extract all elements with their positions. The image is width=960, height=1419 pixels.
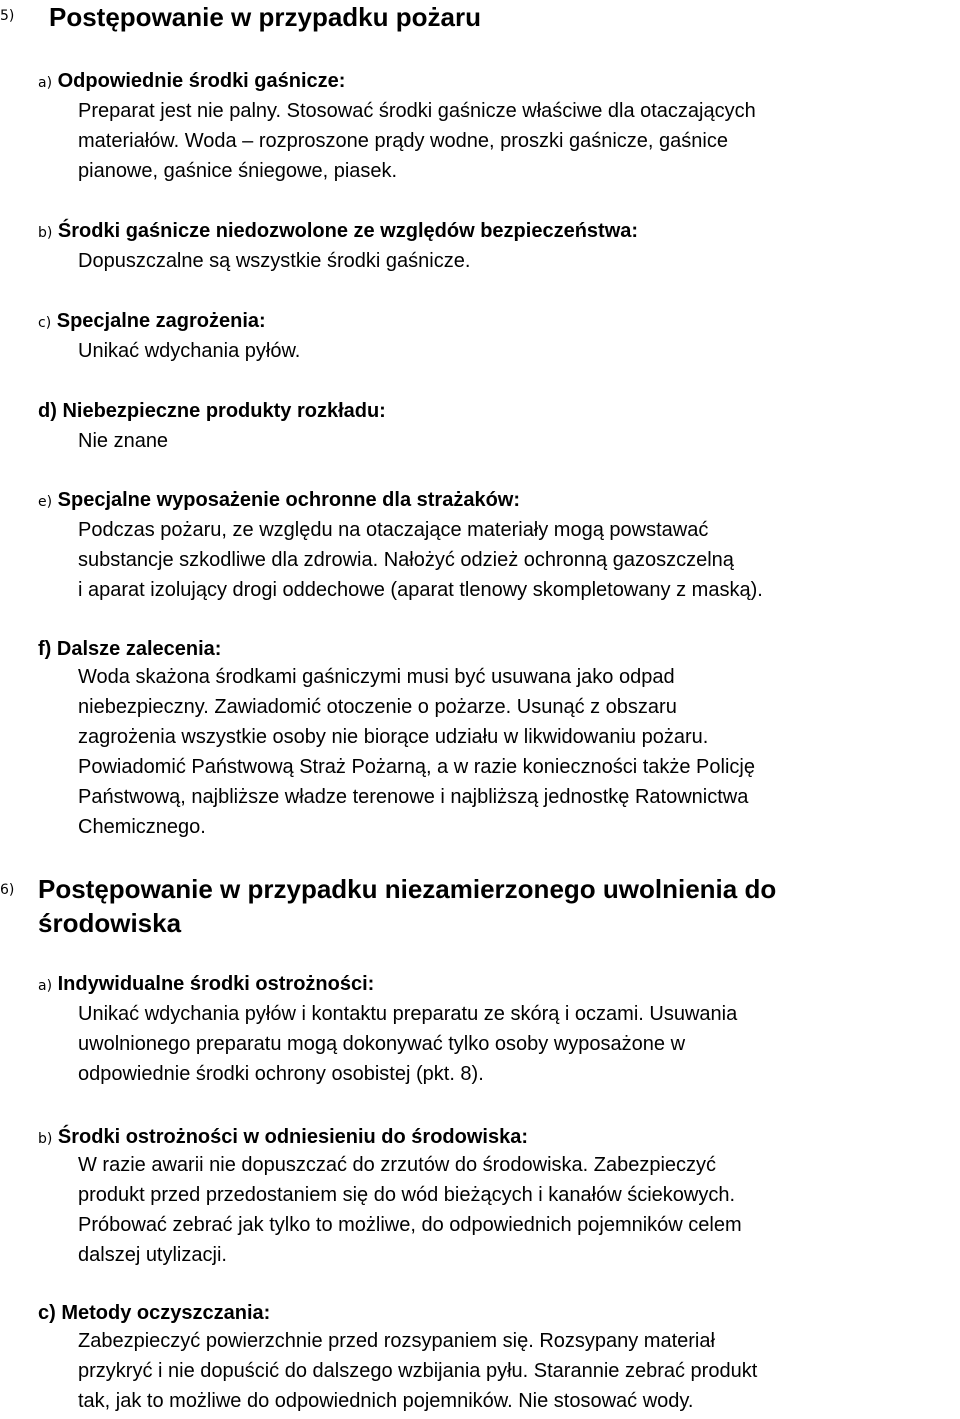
body-line: produkt przed przedostaniem się do wód bieżących i kanałów ściekowych.	[78, 1184, 736, 1206]
body-line: Powiadomić Państwową Straż Pożarną, a w razie konieczności także Policję	[78, 756, 755, 778]
body-line: Zabezpieczyć powierzchnie przed rozsypaniem się. Rozsypany materiał	[78, 1330, 715, 1352]
subsection-letter: e)	[38, 494, 53, 510]
subsection-title: Środki ostrożności w odniesieniu do środowiska:	[57, 1126, 528, 1148]
body-line: Państwową, najbliższe władze terenowe i najbliższą jednostkę Ratownictwa	[78, 786, 749, 808]
subsection-body	[78, 426, 168, 456]
subsection-heading	[38, 969, 374, 1001]
section-title-line: środowiska	[38, 908, 182, 938]
body-line: Unikać wdychania pyłów i kontaktu preparatu ze skórą i oczami. Usuwania	[78, 1003, 738, 1025]
body-line: pianowe, gaśnice śniegowe, piasek.	[78, 160, 398, 182]
body-line: przykryć i nie dopuścić do dalszego wzbijania pyłu. Starannie zebrać produkt	[78, 1360, 758, 1382]
subsection-heading	[38, 306, 266, 338]
body-line: i aparat izolujący drogi oddechowe (aparat tlenowy skompletowany z maską).	[78, 579, 763, 601]
body-line: Próbować zebrać jak tylko to możliwe, do odpowiednich pojemników celem	[78, 1214, 742, 1236]
subsection-body	[78, 96, 756, 186]
subsection-title: Specjalne zagrożenia:	[56, 310, 266, 332]
body-line: Dopuszczalne są wszystkie środki gaśnicze.	[78, 250, 471, 272]
body-line: niebezpieczny. Zawiadomić otoczenie o pożarze. Usunąć z obszaru	[78, 696, 677, 718]
subsection-body	[78, 662, 755, 842]
subsection-title: Odpowiednie środki gaśnicze:	[57, 70, 346, 92]
subsection-letter: a)	[38, 75, 53, 91]
body-line: Chemicznego.	[78, 816, 206, 838]
subsection-letter: a)	[38, 978, 53, 994]
body-line: Nie znane	[78, 430, 169, 452]
subsection-heading	[38, 216, 638, 248]
subsection-title: Niebezpieczne produkty rozkładu:	[62, 400, 386, 422]
body-line: substancje szkodliwe dla zdrowia. Nałożyć odzież ochronną gazoszczelną	[78, 549, 734, 571]
section-number: 6)	[0, 882, 15, 898]
subsection-letter: f)	[38, 638, 52, 660]
subsection-title: Indywidualne środki ostrożności:	[57, 973, 375, 995]
subsection-letter: c)	[38, 315, 52, 331]
subsection-body	[78, 515, 763, 605]
body-line: odpowiednie środki ochrony osobistej (pkt. 8).	[78, 1063, 484, 1085]
body-line: W razie awarii nie dopuszczać do zrzutów do środowiska. Zabezpieczyć	[78, 1154, 717, 1176]
subsection-body	[78, 336, 300, 366]
subsection-body	[78, 1150, 742, 1270]
body-line: dalszej utylizacji.	[78, 1244, 227, 1266]
section-title-line: Postępowanie w przypadku niezamierzonego uwolnienia do	[38, 874, 777, 904]
body-line: Woda skażona środkami gaśniczymi musi być usuwana jako odpad	[78, 666, 675, 688]
subsection-title: Dalsze zalecenia:	[56, 638, 222, 660]
body-line: Unikać wdychania pyłów.	[78, 340, 301, 362]
subsection-letter: b)	[38, 1131, 53, 1147]
subsection-title: Środki gaśnicze niedozwolone ze względów bezpieczeństwa:	[57, 220, 639, 242]
subsection-body	[78, 246, 470, 276]
body-line: tak, jak to możliwe do odpowiednich pojemników. Nie stosować wody.	[78, 1390, 694, 1412]
subsection-heading	[38, 485, 520, 517]
subsection-heading	[38, 1298, 270, 1328]
section-title: Postępowanie w przypadku pożaru	[49, 2, 481, 32]
subsection-title: Metody oczyszczania:	[61, 1302, 271, 1324]
subsection-heading	[38, 396, 386, 426]
section-title	[38, 872, 776, 940]
subsection-letter: c)	[38, 1302, 56, 1324]
subsection-letter: d)	[38, 400, 57, 422]
body-line: uwolnionego preparatu mogą dokonywać tylko osoby wyposażone w	[78, 1033, 686, 1055]
subsection-body	[78, 1326, 757, 1416]
body-line: Podczas pożaru, ze względu na otaczające materiały mogą powstawać	[78, 519, 709, 541]
body-line: zagrożenia wszystkie osoby nie biorące udziału w likwidowaniu pożaru.	[78, 726, 709, 748]
subsection-title: Specjalne wyposażenie ochronne dla strażaków:	[57, 489, 521, 511]
subsection-heading	[38, 66, 345, 98]
body-line: materiałów. Woda – rozproszone prądy wodne, proszki gaśnicze, gaśnice	[78, 130, 728, 152]
subsection-letter: b)	[38, 225, 53, 241]
body-line: Preparat jest nie palny. Stosować środki gaśnicze właściwe dla otaczających	[78, 100, 756, 122]
subsection-body	[78, 999, 737, 1089]
subsection-heading	[38, 634, 221, 664]
section-number: 5)	[0, 8, 15, 24]
